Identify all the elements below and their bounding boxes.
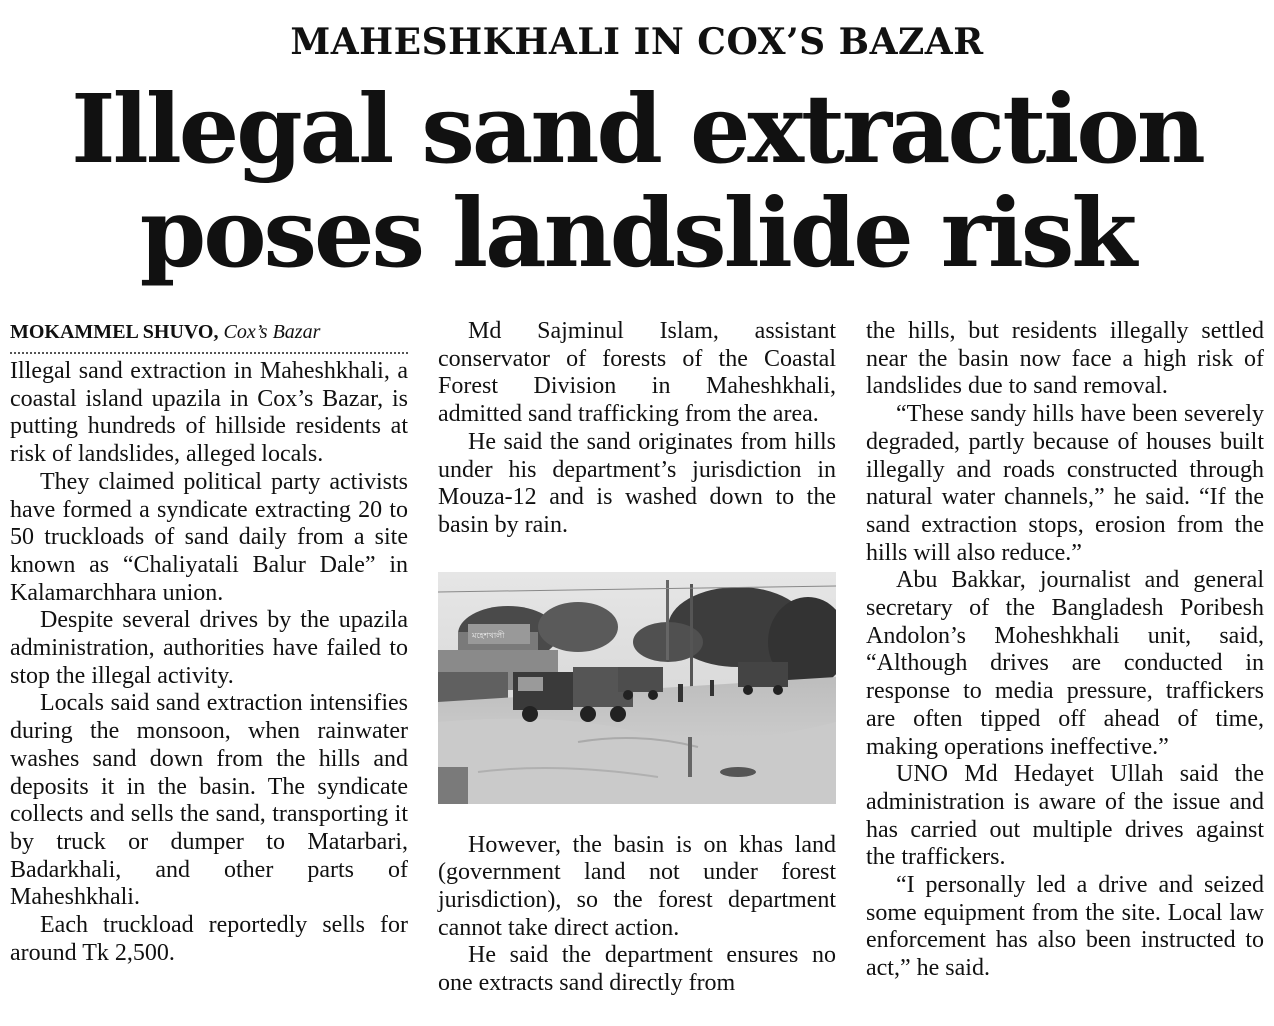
headline-line-1: Illegal sand extraction [71, 74, 1203, 185]
paragraph: Locals said sand extraction intensifies during the monsoon, when rainwater washes sand down from the hills and deposits it in the basin. The syndicate collects and sells the sand, transporting it by truck or dumper to Matarbari, Badarkhali, and other parts of Maheshkhali. [10, 690, 408, 911]
paragraph: Illegal sand extraction in Maheshkhali, a coastal island upazila in Cox’s Bazar, is putting hundreds of hillside residents at risk of landslides, alleged locals. [10, 358, 408, 468]
byline-name: MOKAMMEL SHUVO, [10, 321, 219, 343]
kicker: MAHESHKHALI IN COX’S BAZAR [290, 21, 984, 63]
headline [0, 74, 1274, 289]
column-2 [438, 318, 836, 998]
paragraph: However, the basin is on khas land (government land not under forest jurisdiction), so the forest department cannot take direct action. [438, 831, 836, 941]
paragraph: “These sandy hills have been severely degraded, partly because of houses built illegally and roads constructed through natural water channels,” he said. “If the sand extraction stops, erosion from the hills will also reduce.” [866, 401, 1264, 566]
byline [10, 318, 408, 354]
shop-sign-text: মহেশখালী [472, 630, 505, 640]
paragraph: the hills, but residents illegally settled near the basin now face a high risk of landslides due to sand removal. [866, 318, 1264, 400]
paragraph: Md Sajminul Islam, assistant conservator of forests of the Coastal Forest Division in Maheshkhali, admitted sand trafficking from the area. [438, 318, 836, 428]
paragraph: “I personally led a drive and seized some equipment from the site. Local law enforcement has also been instructed to act,” he said. [866, 872, 1264, 982]
news-photo [438, 572, 836, 804]
sand-site-photo [438, 572, 836, 804]
paragraph: He said the sand originates from hills under his department’s jurisdiction in Mouza-12 and is washed down to the basin by rain. [438, 428, 836, 538]
column-1 [10, 318, 408, 967]
paragraph: Despite several drives by the upazila administration, authorities have failed to stop the illegal activity. [10, 607, 408, 689]
column-3 [866, 318, 1264, 983]
paragraph: UNO Md Hedayet Ullah said the administration is aware of the issue and has carried out multiple drives against the traffickers. [866, 761, 1264, 871]
paragraph: Abu Bakkar, journalist and general secretary of the Bangladesh Poribesh Andolon’s Moheshkhali unit, said, “Although drives are conducted in response to media pressure, traffickers are often tipped off ahead of time, making operations ineffective.” [866, 567, 1264, 760]
paragraph: He said the department ensures no one extracts sand directly from [438, 942, 836, 997]
byline-location: Cox’s Bazar [223, 321, 321, 343]
headline-line-2: poses landslide risk [139, 178, 1135, 289]
paragraph: Each truckload reportedly sells for around Tk 2,500. [10, 912, 408, 966]
paragraph: They claimed political party activists have formed a syndicate extracting 20 to 50 truckloads of sand daily from a site known as “Chaliyatali Balur Dale” in Kalamarchhara union. [10, 468, 408, 606]
